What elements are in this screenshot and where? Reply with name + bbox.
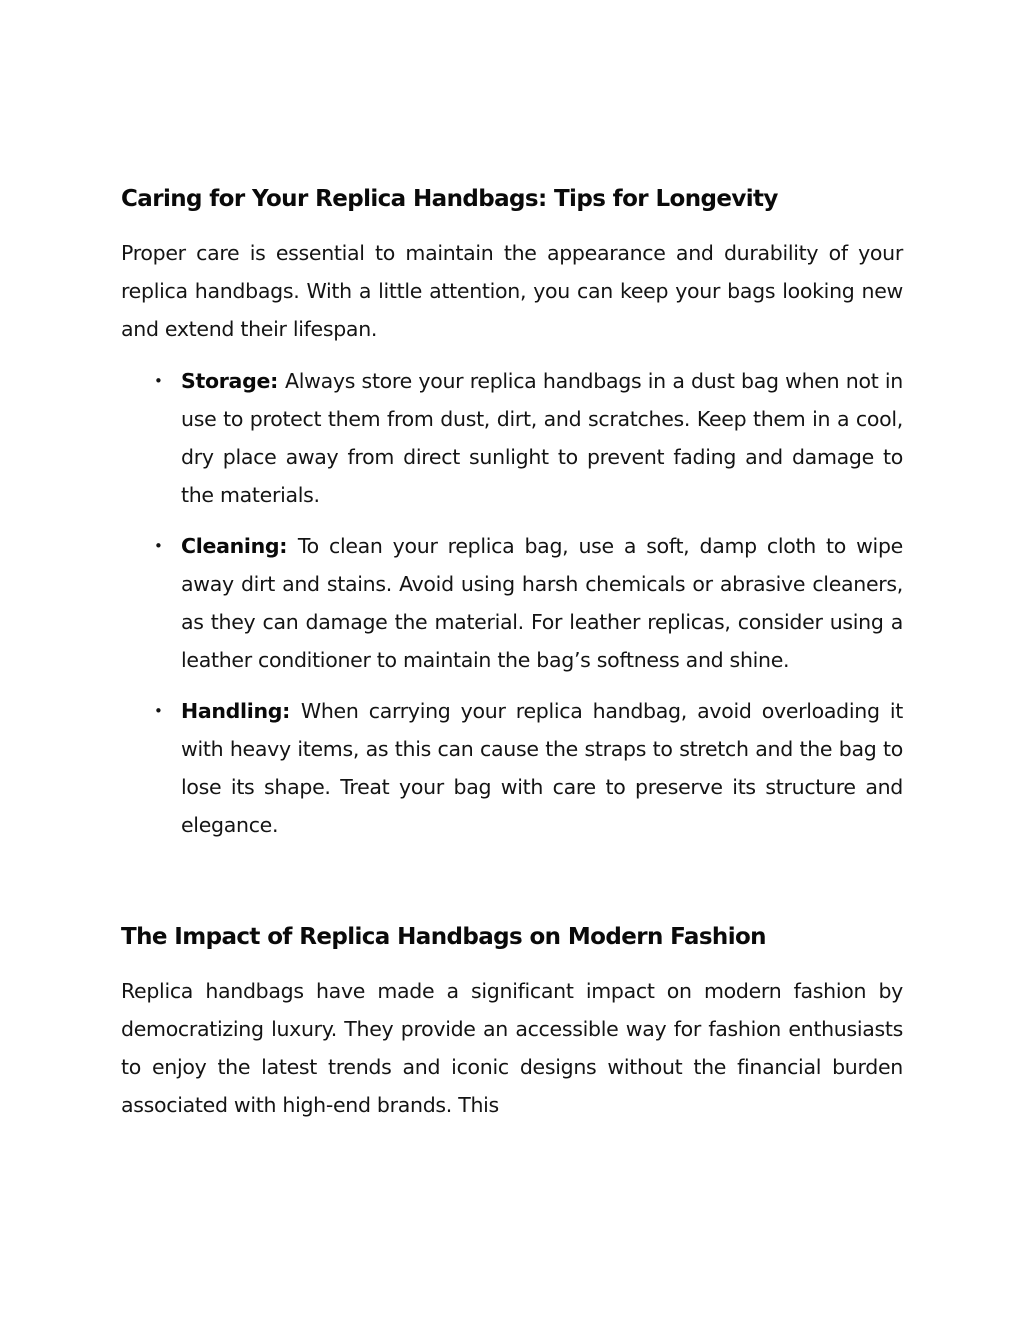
care-tips-list	[121, 362, 903, 844]
list-item-storage	[121, 362, 903, 514]
bullet-marker: •	[154, 372, 163, 390]
list-item-text: When carrying your replica handbag, avoid overloading it with heavy items, as this can cause the straps to stretch and the bag to lose its shape. Treat your bag with care to preserve its structure and elegance.	[181, 699, 903, 837]
list-item-term: Cleaning:	[181, 534, 298, 558]
bullet-marker: •	[154, 702, 163, 720]
document-page	[121, 180, 903, 1124]
bullet-marker: •	[154, 537, 163, 555]
list-item-text: To clean your replica bag, use a soft, damp cloth to wipe away dirt and stains. Avoid using harsh chemicals or abrasive cleaners, as they can damage the material. For leather replicas, consider using a leather conditioner to maintain the bag’s softness and shine.	[181, 534, 903, 672]
section-heading-caring: Caring for Your Replica Handbags: Tips for Longevity	[121, 186, 778, 212]
section-heading-impact: The Impact of Replica Handbags on Modern Fashion	[121, 924, 766, 950]
impact-paragraph: Replica handbags have made a significant impact on modern fashion by democratizing luxury. They provide an accessible way for fashion enthusiasts to enjoy the latest trends and iconic designs without the financial burden associated with high-end brands. This	[121, 979, 903, 1117]
list-item-term: Handling:	[181, 699, 301, 723]
list-item-term: Storage:	[181, 369, 286, 393]
list-item-handling	[121, 692, 903, 844]
intro-paragraph: Proper care is essential to maintain the appearance and durability of your replica handbags. With a little attention, you can keep your bags looking new and extend their lifespan.	[121, 241, 903, 341]
list-item-cleaning	[121, 527, 903, 679]
list-item-text: Always store your replica handbags in a dust bag when not in use to protect them from dust, dirt, and scratches. Keep them in a cool, dry place away from direct sunlight to prevent fading and damage to the materials.	[181, 369, 903, 507]
